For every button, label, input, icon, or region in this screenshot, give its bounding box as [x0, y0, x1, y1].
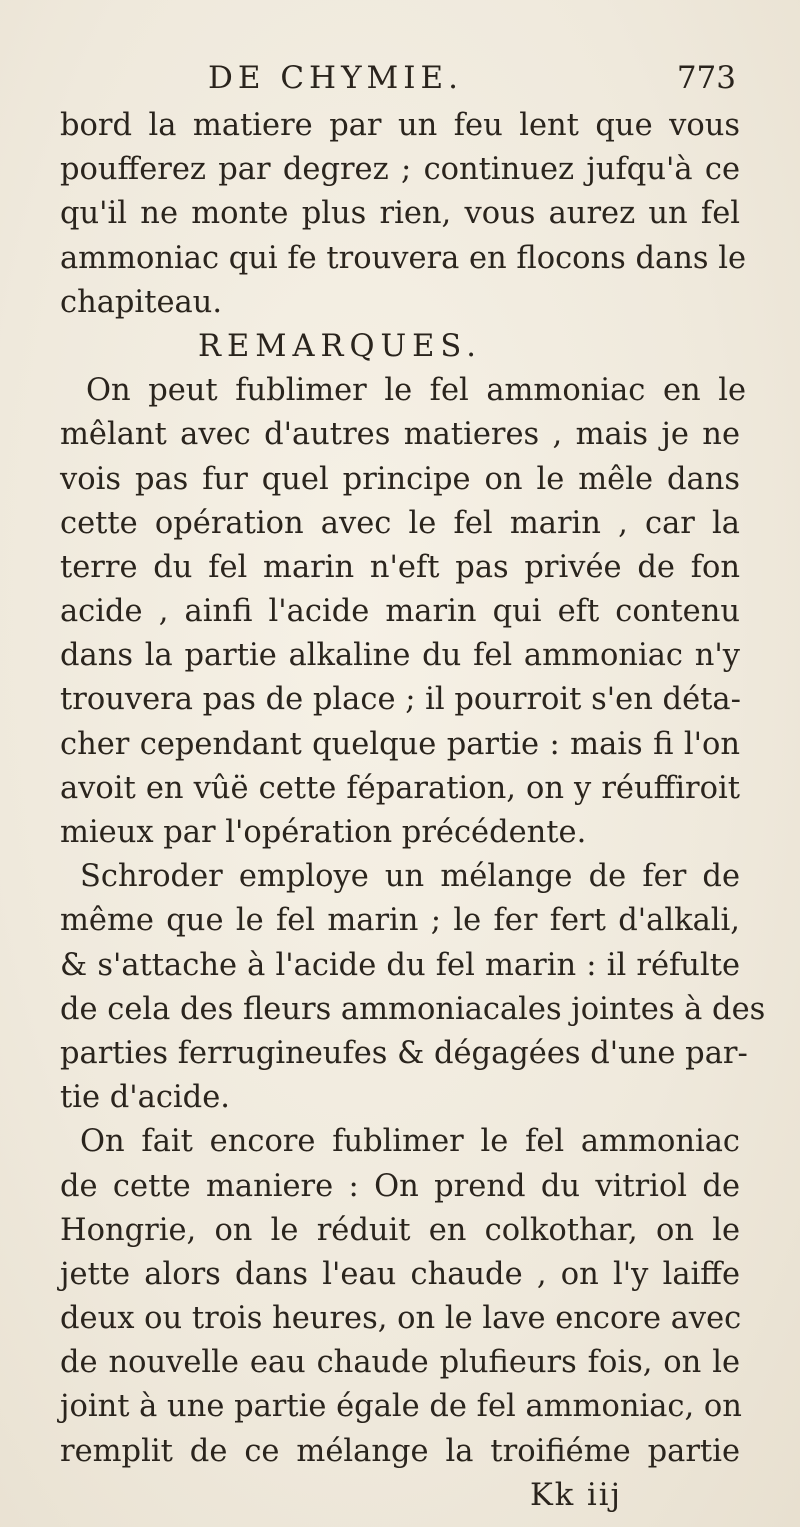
page-header — [60, 60, 760, 104]
text-line: cher cependant quelque partie : mais fi l'on — [60, 726, 740, 762]
text-line: bord la matiere par un feu lent que vous — [60, 108, 740, 143]
text-block — [60, 60, 766, 1518]
text-line: de cela des fleurs ammoniacales jointes à des — [60, 991, 766, 1027]
text-line: Hongrie, on le réduit en colkothar, on le — [60, 1212, 740, 1248]
text-line: cette opération avec le fel marin , car la — [60, 505, 740, 541]
text-line: On fait encore fublimer le fel ammoniac — [80, 1124, 740, 1160]
text-line: dans la partie alkaline du fel ammoniac n'y — [60, 638, 740, 674]
text-line: parties ferrugineufes & dégagées d'une par- — [60, 1035, 748, 1071]
text-line: chapiteau. — [60, 284, 223, 320]
text-line: de cette maniere : On prend du vitriol de — [60, 1168, 740, 1204]
text-line: acide , ainfi l'acide marin qui eft contenu — [60, 594, 740, 630]
text-line: tie d'acide. — [60, 1080, 230, 1116]
text-line: poufferez par degrez ; continuez jufqu'à ce — [60, 152, 740, 188]
text-line: même que le fel marin ; le fer fert d'alkali, — [60, 903, 740, 939]
text-line: avoit en vûë cette féparation, on y réuffiroit — [60, 770, 740, 806]
page-number: 773 — [676, 60, 736, 96]
text-line: jette alors dans l'eau chaude , on l'y laiffe — [60, 1256, 740, 1292]
text-line: remplit de ce mélange la troifiéme partie — [60, 1433, 740, 1469]
text-line: joint à une partie égale de fel ammoniac, on — [60, 1389, 742, 1425]
text-line: On peut fublimer le fel ammoniac en le — [86, 373, 746, 409]
section-heading: REMARQUES. — [198, 328, 482, 364]
text-line: deux ou trois heures, on le lave encore avec — [60, 1301, 742, 1337]
text-line: de nouvelle eau chaude plufieurs fois, on le — [60, 1345, 740, 1381]
text-line: terre du fel marin n'eft pas privée de fon — [60, 549, 740, 585]
text-line: ammoniac qui fe trouvera en flocons dans le — [60, 240, 747, 276]
text-line: mêlant avec d'autres matieres , mais je ne — [60, 417, 740, 453]
text-line: & s'attache à l'acide du fel marin : il réfulte — [60, 947, 740, 983]
running-head: DE CHYMIE. — [208, 60, 464, 96]
signature-mark: Kk iij — [530, 1477, 622, 1513]
text-line: mieux par l'opération précédente. — [60, 815, 587, 850]
text-line: vois pas fur quel principe on le mêle dans — [60, 461, 740, 497]
text-line: trouvera pas de place ; il pourroit s'en déta- — [60, 682, 741, 718]
text-line: qu'il ne monte plus rien, vous aurez un fel — [60, 196, 740, 232]
text-line: Schroder employe un mélange de fer de — [80, 859, 740, 895]
